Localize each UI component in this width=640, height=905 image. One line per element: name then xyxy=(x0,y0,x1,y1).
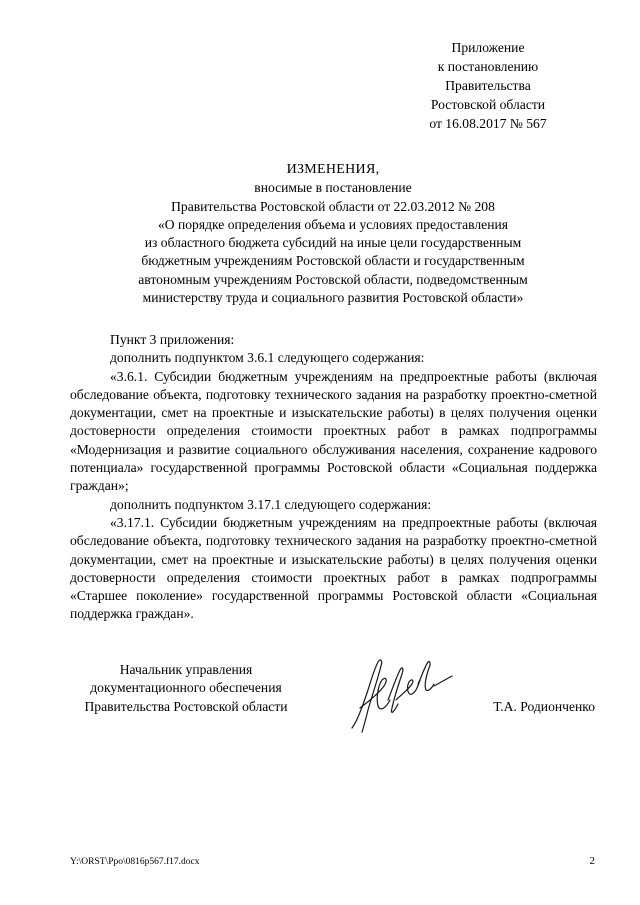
body-paragraph: дополнить подпунктом 3.17.1 следующего содержания: xyxy=(110,496,432,512)
body-paragraph: «3.17.1. Субсидии бюджетным учреждениям на предпроектные работы (включая обследование объекта, подготовку технического задания на разработку проектно-сметной документации, смет на проектные и изыскательские работы) в целях получения оценки достоверности определения стоимости проектных работ в рамках подпрограммы «Старшее поколение» государственной программы Ростовской области «Социальная поддержка граждан». xyxy=(70,514,597,622)
annex-line: к постановлению xyxy=(437,59,539,74)
body-paragraph: Пункт 3 приложения: xyxy=(110,332,235,347)
body-paragraph: «3.6.1. Субсидии бюджетным учреждениям на предпроектные работы (включая обследование объекта, подготовку технического задания на разработку проектно-сметной документации, смет на проектные и изыскательские работы) в целях получения оценки достоверности определения стоимости проектных работ в рамках подпрограммы «Модернизация и развитие социального обслуживания населения, сохранение кадрового потенциала» государственной программы Ростовской области «Социальная поддержка граждан»; xyxy=(70,368,597,494)
annex-line: Правительства xyxy=(445,78,531,93)
annex-line: Приложение xyxy=(451,40,525,55)
signatory-position-line: Правительства Ростовской области xyxy=(84,698,288,714)
signatory-position-line: документационного обеспечения xyxy=(90,680,282,696)
annex-line: Ростовской области xyxy=(430,97,546,112)
title-line: «О порядке определения объема и условиях предоставления xyxy=(157,216,509,232)
document-body xyxy=(70,331,597,624)
title-line: Правительства Ростовской области от 22.03.2012 № 208 xyxy=(171,198,495,214)
title-line: вносимые в постановление xyxy=(254,180,412,196)
file-path: Y:\ORST\Ppo\0816p567.f17.docx xyxy=(70,857,200,867)
body-paragraph: дополнить подпунктом 3.6.1 следующего содержания: xyxy=(110,350,425,366)
title-line: из областного бюджета субсидий на иные цели государственным xyxy=(144,235,522,251)
title-line: министерству труда и социального развития Ростовской области» xyxy=(142,290,524,306)
title-line: автономным учреждениям Ростовской области, подведомственным xyxy=(138,271,528,287)
title-line: бюджетным учреждениям Ростовской области и государственным xyxy=(141,253,525,269)
handwritten-signature xyxy=(338,650,458,740)
signatory-position-line: Начальник управления xyxy=(119,662,253,677)
signatory-position xyxy=(68,661,304,716)
page-number: 2 xyxy=(589,855,595,867)
annex-header xyxy=(408,38,568,133)
annex-line: от 16.08.2017 № 567 xyxy=(429,116,547,131)
signatory-name: Т.А. Родионченко xyxy=(493,699,595,714)
title-heading: ИЗМЕНЕНИЯ, xyxy=(286,162,380,177)
document-title xyxy=(60,161,606,307)
